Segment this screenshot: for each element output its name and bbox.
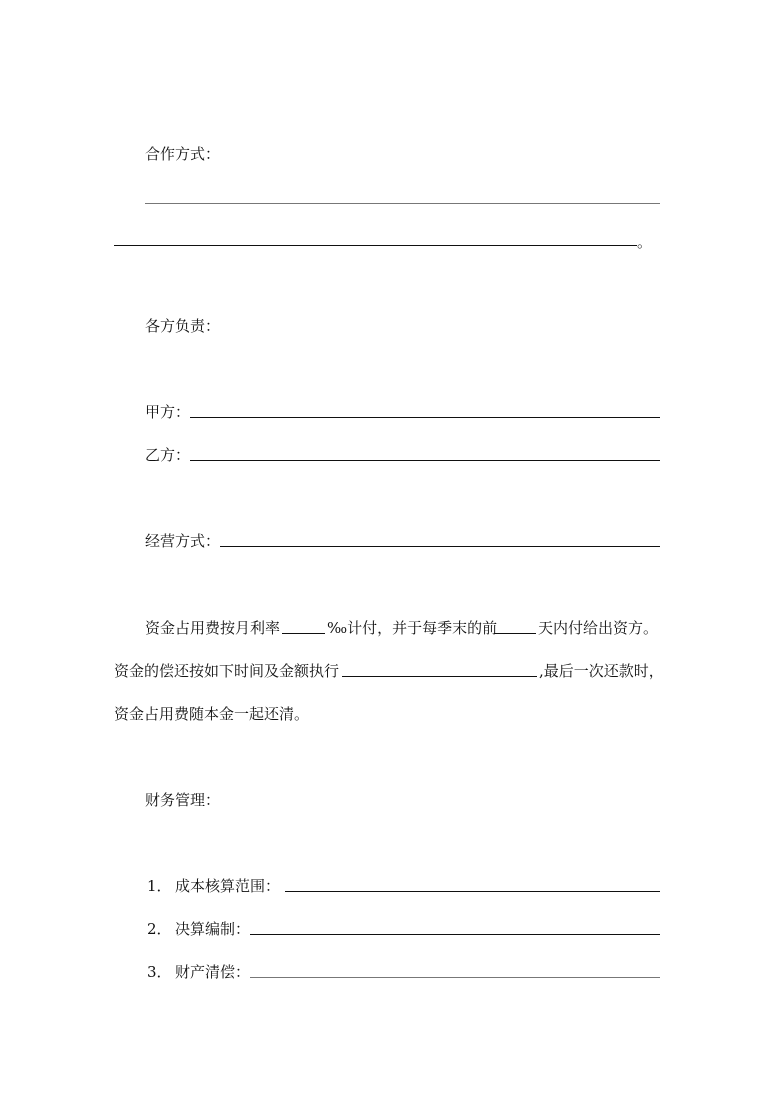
cooperation-end-mark: 。 <box>637 233 653 251</box>
party-a-label: 甲方： <box>145 403 191 421</box>
finance-item-1-label: 成本核算范围： <box>175 877 281 895</box>
finance-item-3-num: 3． <box>147 963 172 981</box>
finance-item-2-fill-line[interactable] <box>250 934 660 935</box>
finance-item-3-fill-line[interactable] <box>250 977 660 978</box>
capital-line2-text-a: 资金的偿还按如下时间及金额执行 <box>114 662 340 680</box>
capital-line1-text-b: ‰计付，并于每季末的前 <box>327 619 498 637</box>
finance-item-1-fill-line[interactable] <box>285 891 660 892</box>
cooperation-heading: 合作方式： <box>145 145 221 163</box>
repayment-schedule-fill-line[interactable] <box>342 676 537 677</box>
operation-fill-line[interactable] <box>220 546 660 547</box>
party-a-fill-line[interactable] <box>190 417 660 418</box>
responsibilities-heading: 各方负责： <box>145 317 221 335</box>
finance-item-1-num: 1． <box>147 877 172 895</box>
capital-line2-text-b: ,最后一次还款时， <box>539 662 664 680</box>
finance-heading: 财务管理： <box>145 791 221 809</box>
capital-line1-text-c: 天内付给出资方。 <box>538 619 659 637</box>
finance-item-3-label: 财产清偿： <box>175 963 251 981</box>
operation-label: 经营方式： <box>145 532 221 550</box>
finance-item-2-num: 2． <box>147 920 172 938</box>
party-b-label: 乙方： <box>145 446 191 464</box>
finance-item-2-label: 决算编制： <box>175 920 251 938</box>
cooperation-fill-line-2[interactable] <box>114 245 637 246</box>
party-b-fill-line[interactable] <box>190 460 660 461</box>
monthly-rate-fill-line[interactable] <box>282 633 325 634</box>
cooperation-fill-line-1[interactable] <box>145 203 660 204</box>
capital-line1-text-a: 资金占用费按月利率 <box>145 619 281 637</box>
days-fill-line[interactable] <box>494 633 536 634</box>
capital-line3-text: 资金占用费随本金一起还清。 <box>114 705 310 723</box>
